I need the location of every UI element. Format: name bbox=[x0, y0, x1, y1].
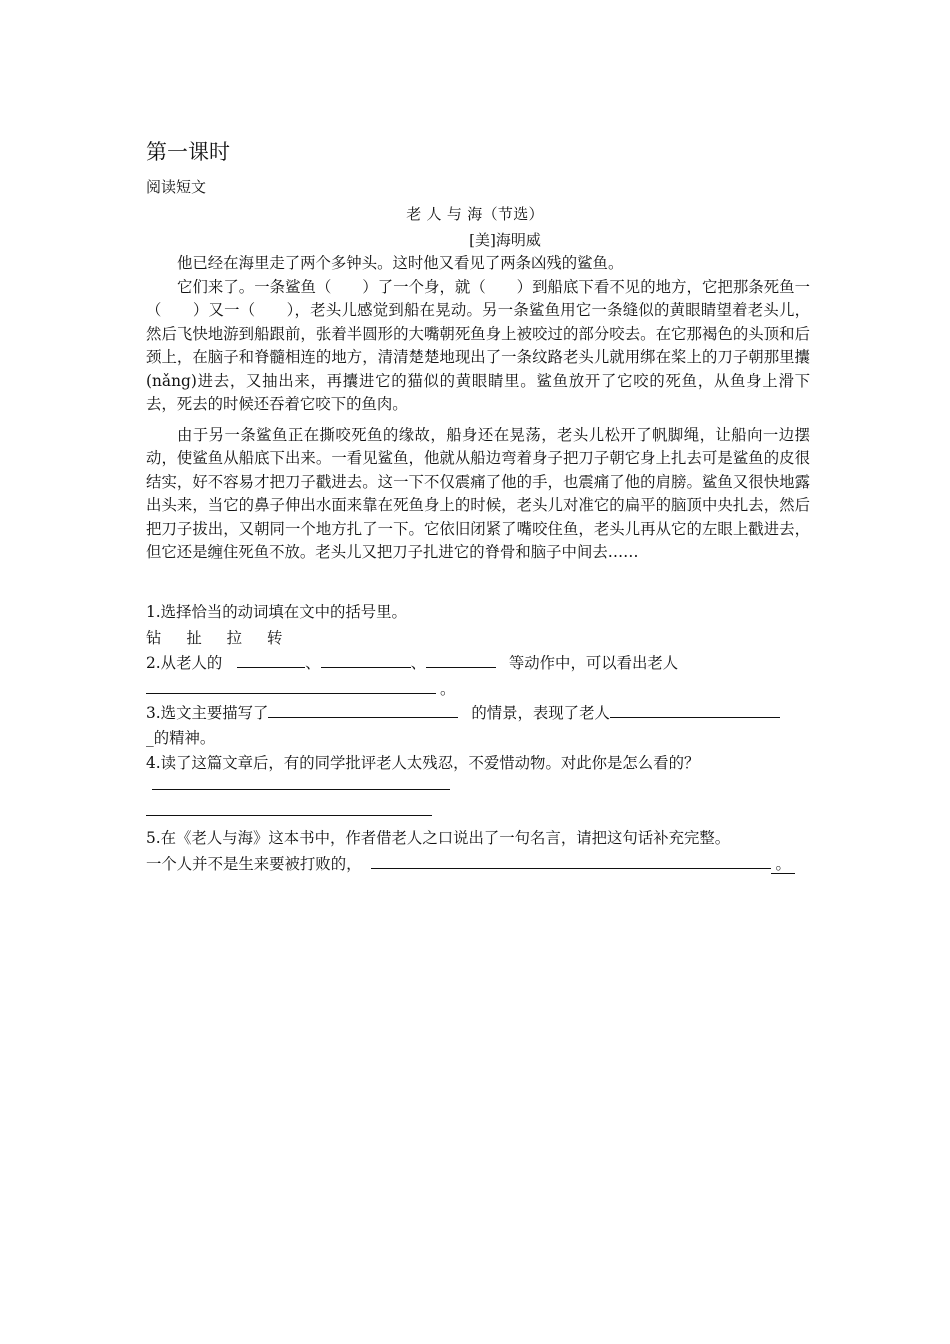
answer-blank[interactable] bbox=[321, 651, 411, 668]
word-bank-item: 转 bbox=[266, 629, 283, 647]
passage-paragraph-1: 他已经在海里走了两个多钟头。这时他又看见了两条凶残的鲨鱼。 bbox=[177, 254, 624, 272]
passage-paragraph-3: 由于另一条鲨鱼正在撕咬死鱼的缘故，船身还在晃荡，老头儿松开了帆脚绳，让船向一边摆动，使鲨鱼从船底下出来。一看见鲨鱼，他就从船边弯着身子把刀子朝它身上扎去可是鲨鱼的皮很结实，好不容易才把刀子戳进去。这一下不仅震痛了他的手，也震痛了他的肩膀。鲨鱼又很快地露出头来，当它的鼻子伸出水面来靠在死鱼身上的时候，老头儿对准它的扁平的脑顶中央扎去，然后把刀子拔出，又朝同一个地方扎了一下。它依旧闭紧了嘴咬住鱼，老头儿再从它的左眼上戳进去，但它还是缠住死鱼不放。老头儿又把刀子扎进它的脊骨和脑子中间去…… bbox=[146, 426, 810, 562]
lesson-heading: 第一课时 bbox=[146, 140, 230, 164]
word-bank-item: 钻 bbox=[146, 629, 162, 647]
reading-instruction: 阅读短文 bbox=[146, 178, 207, 196]
answer-blank[interactable] bbox=[426, 651, 496, 668]
answer-blank[interactable] bbox=[371, 852, 771, 869]
passage-author: [美]海明威 bbox=[469, 231, 541, 249]
answer-blank[interactable] bbox=[268, 701, 458, 718]
question-3 bbox=[146, 701, 780, 723]
question-2 bbox=[146, 651, 678, 673]
question-2-prefix: 2.从老人的 bbox=[146, 654, 223, 672]
question-2-suffix: 等动作中，可以看出老人 bbox=[508, 654, 679, 672]
question-2-answer-line bbox=[146, 677, 455, 699]
question-3-end: _的精神。 bbox=[146, 729, 216, 747]
question-3-prefix: 3.选文主要描写了 bbox=[146, 704, 269, 722]
period: 。 bbox=[440, 680, 456, 698]
question-5: 5.在《老人与海》这本书中，作者借老人之口说出了一句名言，请把这句话补充完整。 bbox=[146, 829, 731, 847]
answer-line[interactable] bbox=[152, 789, 450, 790]
word-bank-item: 扯 bbox=[186, 629, 202, 647]
answer-line[interactable] bbox=[146, 815, 432, 816]
word-bank bbox=[146, 626, 302, 648]
passage-paragraph-2: 它们来了。一条鲨鱼（ ）了一个身，就（ ）到船底下看不见的地方，它把那条死鱼一（ ）又一（ ），老头儿感觉到船在晃动。另一条鲨鱼用它一条缝似的黄眼睛望着老头儿，然后飞快地游到船跟前，张着半圆形的大嘴朝死鱼身上被咬过的部分咬去。在它那褐色的头顶和后颈上，在脑子和脊髓相连的地方，清清楚楚地现出了一条纹路老头儿就用绑在桨上的刀子朝那里攮(nǎng)进去，又抽出来，再攮进它的猫似的黄眼睛里。鲨鱼放开了它咬的死鱼，从鱼身上滑下去，死去的时候还吞着它咬下的鱼肉。 bbox=[146, 278, 810, 414]
passage-title: 老 人 与 海（节选） bbox=[406, 205, 544, 223]
question-4: 4.读了这篇文章后，有的同学批评老人太残忍，不爱惜动物。对此你是怎么看的？ bbox=[146, 754, 700, 772]
separator: 、 bbox=[305, 654, 321, 672]
quote-start: 一个人并不是生来要被打败的， bbox=[146, 855, 362, 873]
question-3-middle: 的情景，表现了老人 bbox=[471, 704, 610, 722]
separator: 、 bbox=[410, 654, 426, 672]
question-5-sentence bbox=[146, 852, 795, 874]
question-1: 1.选择恰当的动词填在文中的括号里。 bbox=[146, 603, 407, 621]
answer-blank[interactable] bbox=[237, 651, 305, 668]
answer-blank[interactable] bbox=[610, 701, 780, 718]
period: 。 bbox=[771, 855, 794, 874]
word-bank-item: 拉 bbox=[226, 629, 243, 647]
answer-blank[interactable] bbox=[146, 677, 436, 694]
